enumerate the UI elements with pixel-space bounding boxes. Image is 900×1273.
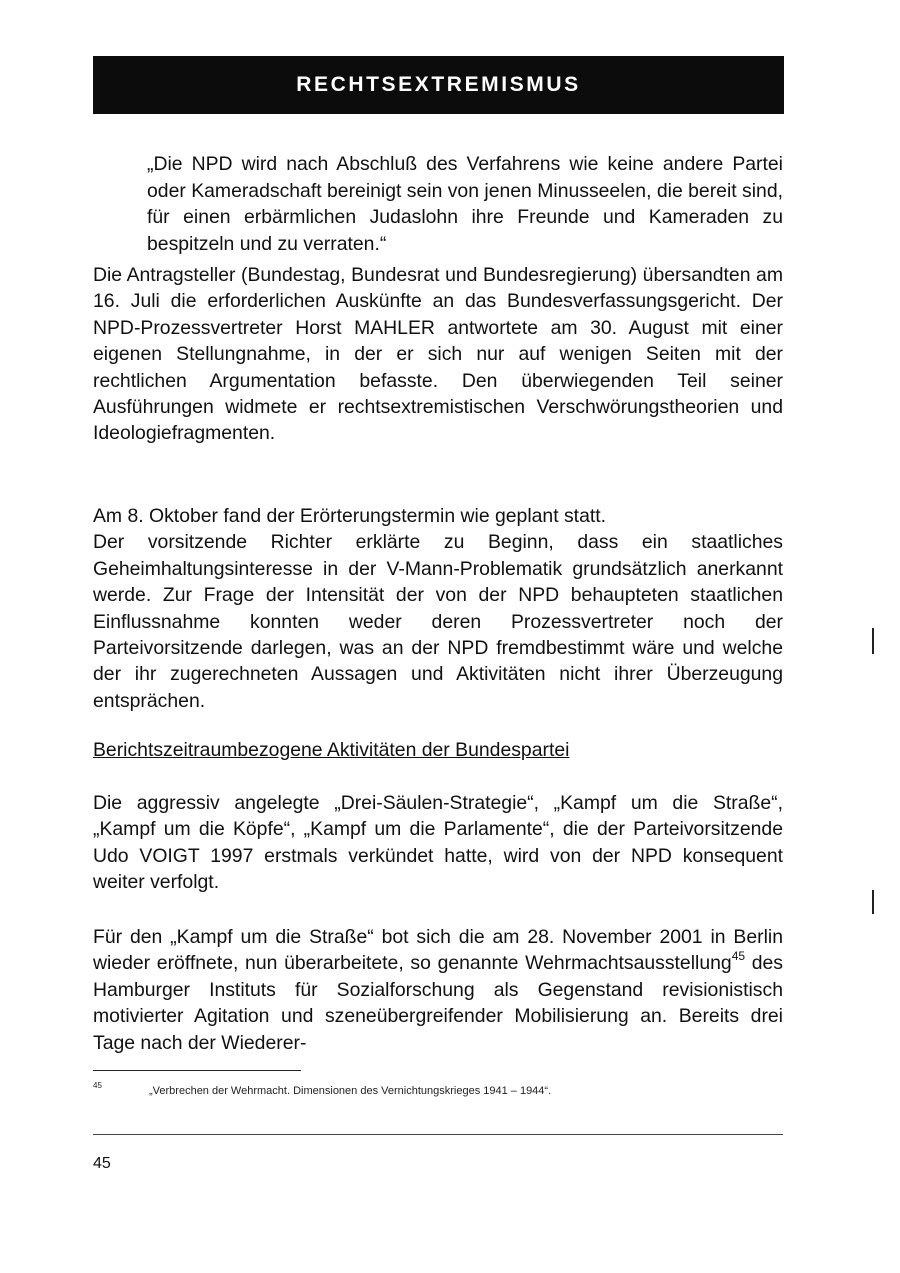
chapter-header: [93, 56, 784, 114]
footnote-divider: [93, 1070, 301, 1071]
paragraph-1-text: Die Antragsteller (Bundestag, Bundesrat und Bundesregierung) übersandten am 16. Juli die erforderlichen Auskünfte an das Bundesverfassungsgericht. Der NPD-Prozessvertreter Horst MAHLER antwortete am 30. August mit einer eigenen Stellungnahme, in der er sich nur auf wenigen Seiten mit der rechtlichen Argumentation befasste. Den überwiegenden Teil seiner Ausführungen widmete er rechtsextremistischen Verschwörungstheorien und Ideologiefragmenten.: [93, 264, 783, 445]
section-subheading: Berichtszeitraumbezogene Aktivitäten der Bundespartei: [93, 739, 570, 761]
paragraph-3-text: Die aggressiv angelegte „Drei-Säulen-Strategie“, „Kampf um die Straße“, „Kampf um die Köpfe“, „Kampf um die Parlamente“, die der Parteivorsitzende Udo VOIGT 1997 erstmals verkündet hatte, wird von der NPD konsequent weiter verfolgt.: [93, 792, 783, 894]
paragraph-4-start: Für den „Kampf um die Straße“ bot sich die am 28. November 2001 in Berlin wieder eröffnete, nun überarbeitete, so genannte Wehrmachtsausstellung: [93, 926, 783, 975]
footnote-reference[interactable]: 45: [731, 948, 746, 963]
paragraph-3: [93, 790, 783, 896]
page-number: 45: [93, 1155, 111, 1172]
footnote-number: 45: [93, 1081, 102, 1090]
margin-mark: [872, 628, 874, 654]
paragraph-4-text: [93, 924, 783, 1056]
paragraph-1: [93, 262, 783, 447]
paragraph-2-text: Der vorsitzende Richter erklärte zu Beginn, dass ein staatliches Geheimhaltungsinteresse in der V-Mann-Problematik grundsätzlich anerkannt werde. Zur Frage der Intensität der von der NPD behaupteten staatlichen Einflussnahme konnten weder deren Prozessvertreter noch der Parteivorsitzende darlegen, was an der NPD fremdbestimmt wäre und welche der ihr zugerechneten Aussagen und Aktivitäten nicht ihrer Überzeugung entsprächen.: [93, 531, 783, 712]
block-quote: [147, 132, 783, 276]
paragraph-2-intro: Am 8. Oktober fand der Erörterungstermin wie geplant statt.: [93, 505, 607, 527]
paragraph-4-end: des Hamburger Instituts für Sozialforschung als Gegenstand revisionistisch motivierter Agitation und szeneübergreifender Mobilisierung an. Bereits drei Tage nach der Wiederer-: [93, 952, 784, 1054]
margin-mark: [872, 890, 874, 914]
chapter-title: RECHTSEXTREMISMUS: [296, 73, 581, 96]
quote-text: „Die NPD wird nach Abschluß des Verfahrens wie keine andere Partei oder Kameradschaft bereinigt sein von jenen Minusseelen, die bereit sind, für einen erbärmlichen Judaslohn ihre Freunde und Kameraden zu bespitzeln und zu verraten.“: [147, 153, 783, 255]
page-divider: [93, 1134, 783, 1135]
paragraph-2: [93, 503, 783, 714]
paragraph-4: [93, 924, 783, 1056]
footnote-text: „Verbrechen der Wehrmacht. Dimensionen des Vernichtungskrieges 1941 – 1944“.: [149, 1085, 552, 1097]
